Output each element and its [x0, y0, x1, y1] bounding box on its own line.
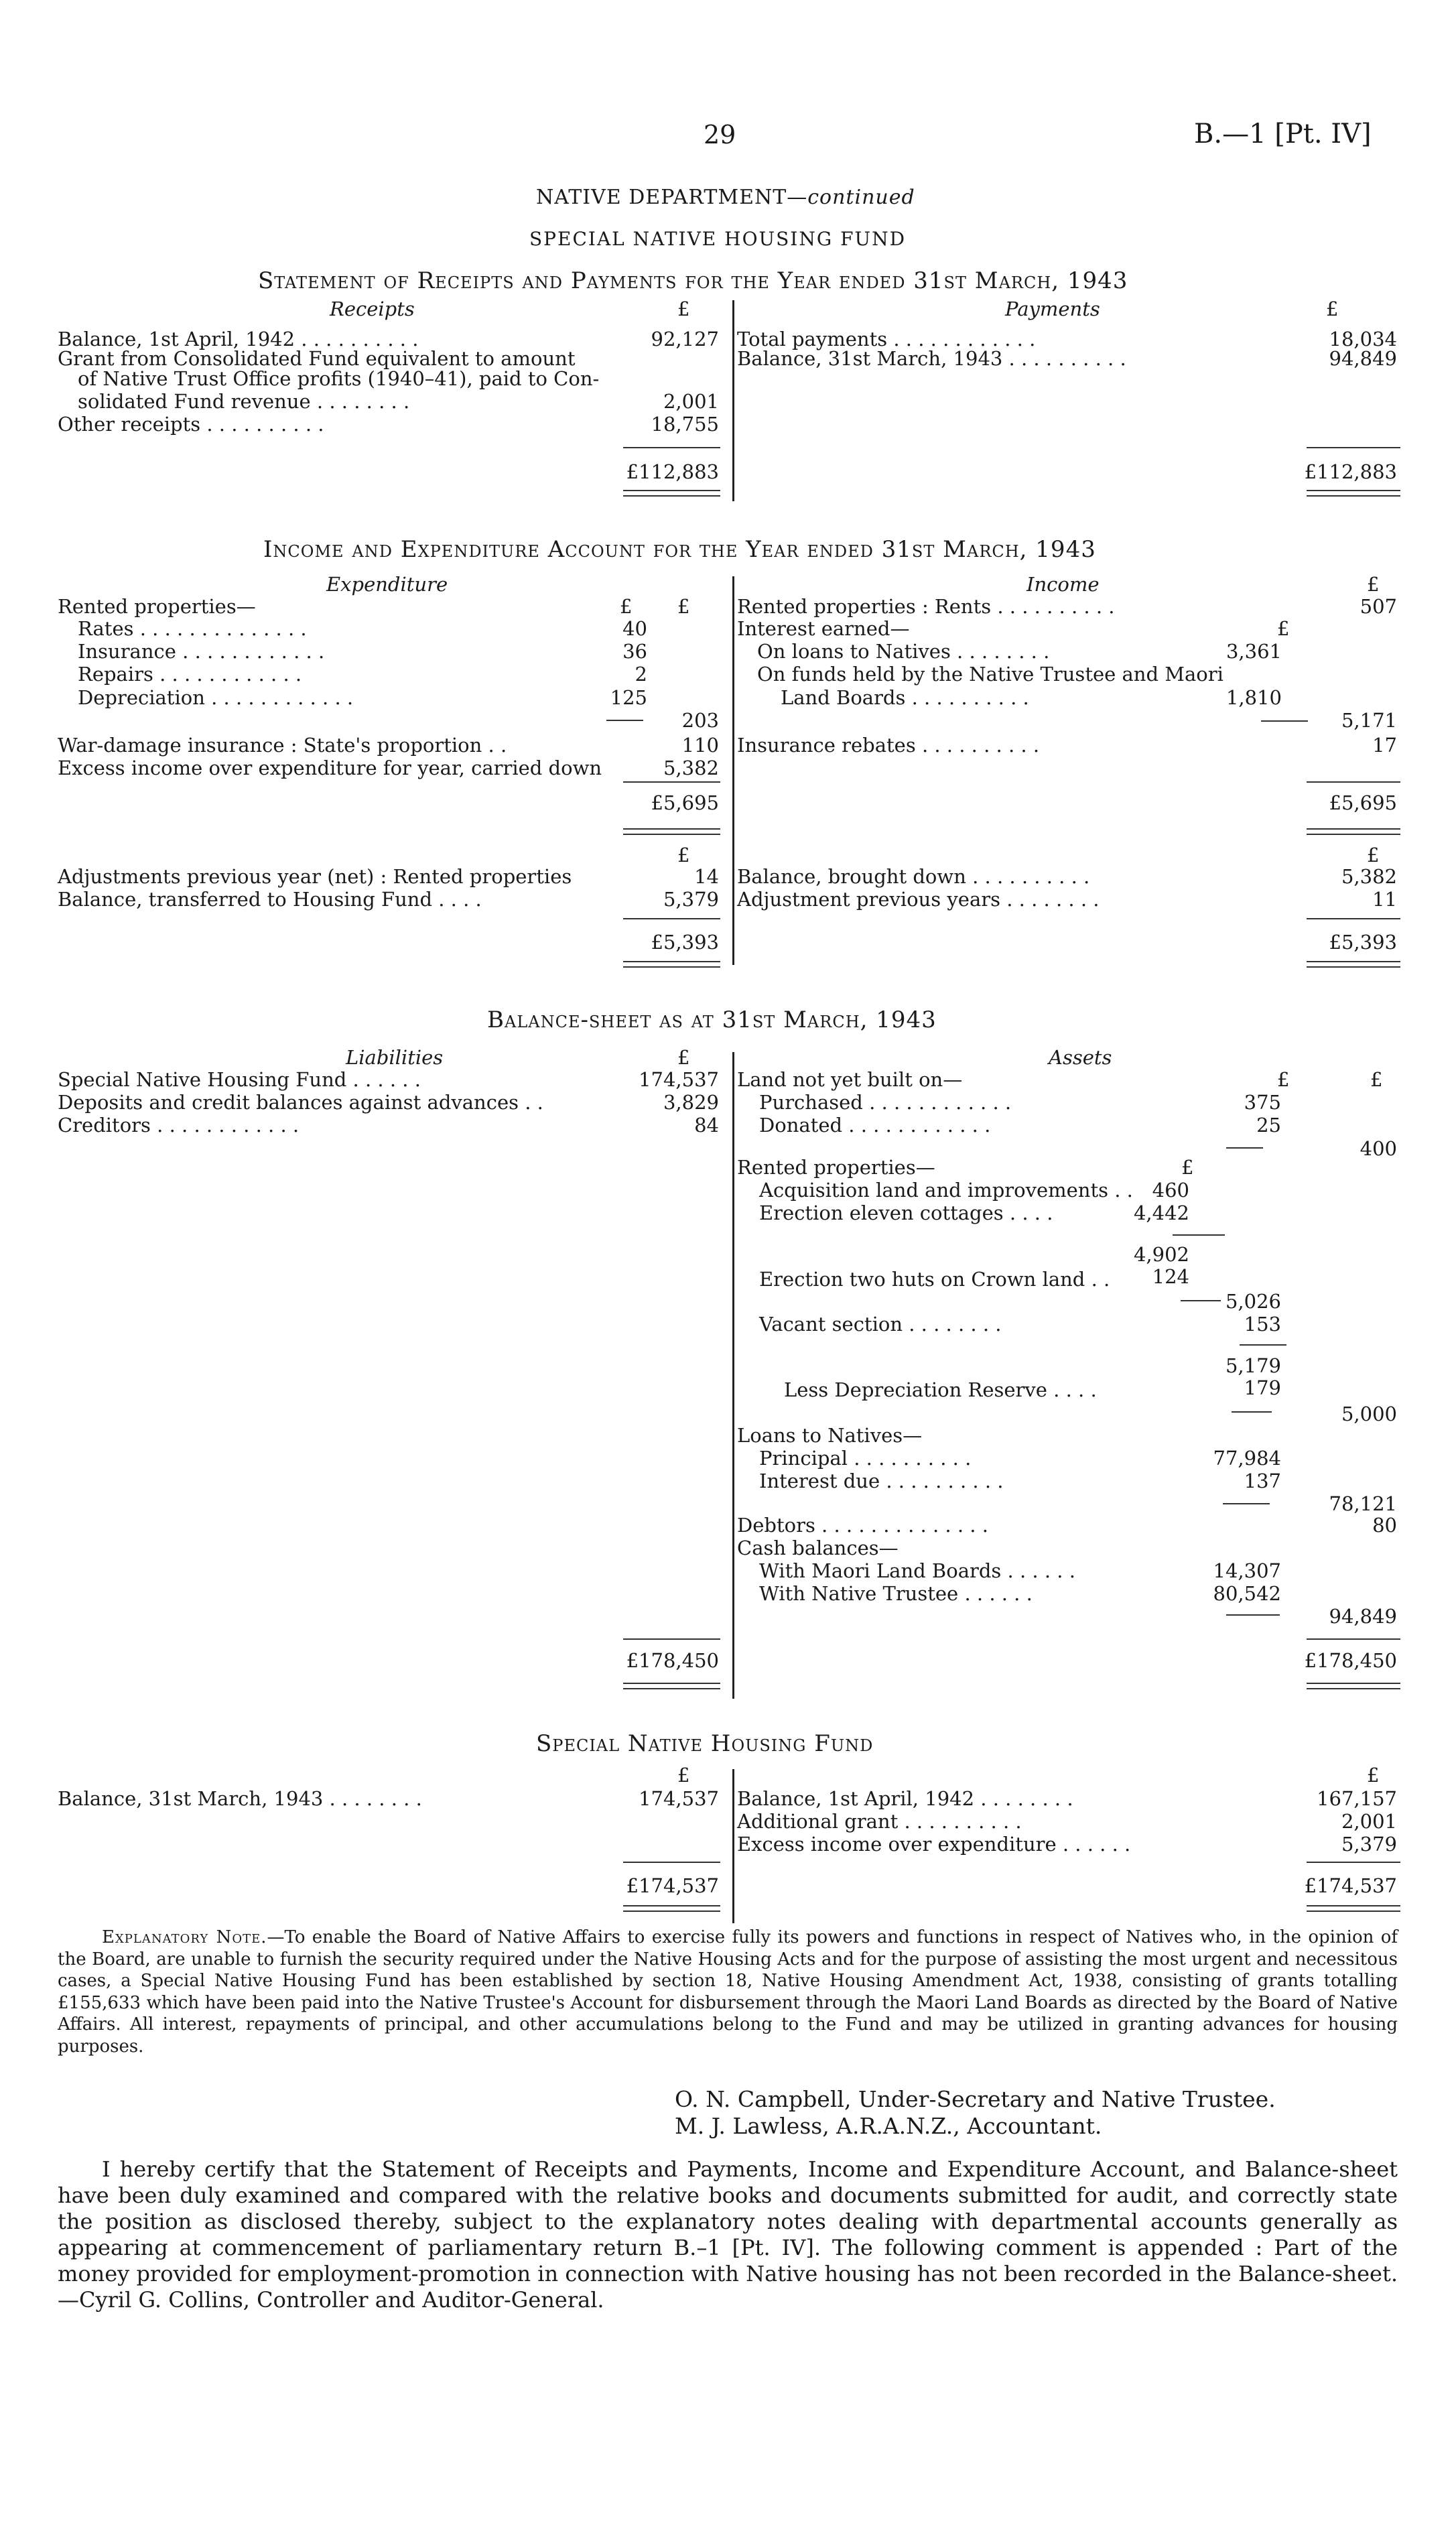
asset-amount: 375 — [1244, 1091, 1281, 1114]
receipts-payments-title: Statement of Receipts and Payments for the Year ended 31st March, 1943 — [258, 267, 1128, 294]
payment-row: Total payments . . . . . . . . . . . . — [737, 328, 1036, 350]
fund-left-amount: 174,537 — [639, 1787, 719, 1810]
asset-row: Vacant section . . . . . . . . — [759, 1313, 1002, 1336]
expense-row: Insurance . . . . . . . . . . . . — [78, 640, 325, 663]
rule — [1226, 1147, 1263, 1149]
excess-income-row: Excess income over expenditure for year, carried down — [58, 757, 602, 779]
department-cont: continued — [807, 186, 915, 209]
adjustment-amount: 5,379 — [663, 888, 719, 911]
fund-left-row: Balance, 31st March, 1943 . . . . . . . . — [58, 1787, 422, 1810]
receipt-row: of Native Trust Office profits (1940–41), paid to Con- — [78, 367, 600, 390]
asset-row: Interest due . . . . . . . . . . — [759, 1470, 1004, 1492]
double-rule — [623, 490, 720, 497]
income-pound: £ — [1367, 573, 1380, 596]
asset-row: Erection two huts on Crown land . . — [759, 1268, 1110, 1291]
land-total: 400 — [1360, 1137, 1397, 1160]
rule — [1173, 1234, 1225, 1236]
double-rule — [623, 828, 720, 835]
asset-subtotal: 5,179 — [1225, 1354, 1281, 1377]
income-amount: 17 — [1372, 734, 1397, 757]
receipt-row: Other receipts . . . . . . . . . . — [58, 413, 324, 436]
expense-row: Rates . . . . . . . . . . . . . . — [78, 617, 307, 640]
department-name: NATIVE DEPARTMENT— — [536, 186, 808, 209]
war-damage-amount: 110 — [681, 734, 719, 757]
audit-certificate: I hereby certify that the Statement of Receipts and Payments, Income and Expenditure Account, and Balance-sheet have been duly examined and compared with the relative books and documents submitted for audit, and correctly state the position as disclosed thereby, subject to the explanatory notes dealing with departmental accounts generally as appearing at commencement of parliamentary return B.–1 [Pt. IV]. The following comment is appended : Part of the money provided for employment-promotion in connection with Native housing has not been recorded in the Balance-sheet.—Cyril G. Collins, Controller and Auditor-General. — [58, 2156, 1398, 2313]
asset-row: With Maori Land Boards . . . . . . — [759, 1559, 1075, 1582]
liability-amount: 3,829 — [663, 1091, 719, 1114]
liability-amount: 84 — [694, 1114, 719, 1137]
asset-row: Erection eleven cottages . . . . — [759, 1202, 1053, 1224]
adjustment-amount: 14 — [694, 865, 719, 888]
income-row: Land Boards . . . . . . . . . . — [781, 686, 1029, 709]
double-rule — [623, 1683, 720, 1689]
adjustments-left-total: £5,393 — [651, 931, 719, 954]
receipts-total: £112,883 — [626, 460, 719, 483]
liabilities-heading: Liabilities — [346, 1046, 444, 1069]
double-rule — [1307, 961, 1400, 968]
rule — [1181, 1300, 1221, 1301]
asset-row: With Native Trustee . . . . . . — [759, 1582, 1033, 1605]
rule — [623, 781, 720, 783]
adjustment-row: Adjustment previous years . . . . . . . . — [737, 888, 1100, 911]
cash-total: 94,849 — [1329, 1605, 1397, 1628]
income-amount: 1,810 — [1226, 686, 1282, 709]
liabilities-total: £178,450 — [626, 1649, 719, 1672]
liability-row: Creditors . . . . . . . . . . . . — [58, 1114, 300, 1137]
expense-amount: 125 — [610, 686, 647, 709]
adjustment-amount: 11 — [1372, 888, 1397, 911]
fund-heading: SPECIAL NATIVE HOUSING FUND — [529, 228, 907, 250]
expenditure-total: £5,695 — [651, 791, 719, 814]
adj-pound: £ — [677, 844, 690, 866]
asset-amount: 153 — [1244, 1313, 1281, 1336]
payments-pound: £ — [1326, 298, 1339, 320]
receipts-payments-divider — [732, 300, 734, 501]
page-number: 29 — [704, 120, 736, 149]
payment-amount: 94,849 — [1329, 347, 1397, 370]
income-total: £5,695 — [1329, 791, 1397, 814]
income-pound: £ — [1277, 617, 1290, 640]
department-heading — [536, 188, 915, 208]
payments-heading: Payments — [1005, 298, 1100, 320]
rule — [1307, 918, 1400, 919]
fund-account-divider — [732, 1769, 734, 1923]
interest-total: 5,171 — [1341, 709, 1397, 732]
payment-amount: 18,034 — [1329, 328, 1397, 350]
fund-account-title: Special Native Housing Fund — [536, 1730, 874, 1757]
assets-total: £178,450 — [1304, 1649, 1397, 1672]
cash-label: Cash balances— — [737, 1537, 899, 1559]
rented-label: Rented properties— — [737, 1156, 935, 1179]
rule — [623, 918, 720, 919]
asset-subtotal: 4,902 — [1133, 1243, 1189, 1266]
rule — [1307, 781, 1400, 783]
asset-row: Less Depreciation Reserve . . . . — [784, 1378, 1097, 1401]
receipt-row: solidated Fund revenue . . . . . . . . — [78, 390, 410, 413]
fund-right-row: Balance, 1st April, 1942 . . . . . . . . — [737, 1787, 1073, 1810]
adjustment-amount: 5,382 — [1341, 865, 1397, 888]
income-row: On funds held by the Native Trustee and Maori — [757, 663, 1223, 686]
rule — [623, 1638, 720, 1640]
income-amount: 507 — [1360, 595, 1397, 618]
asset-amount: 77,984 — [1213, 1447, 1281, 1470]
exp-pound: £ — [677, 595, 690, 618]
expense-row: Depreciation . . . . . . . . . . . . — [78, 686, 354, 709]
receipt-amount: 2,001 — [663, 390, 719, 413]
receipt-amount: 18,755 — [651, 413, 719, 436]
double-rule — [1307, 828, 1400, 835]
land-label: Land not yet built on— — [737, 1068, 963, 1091]
rule — [1232, 1411, 1272, 1413]
receipts-heading: Receipts — [330, 298, 415, 320]
signature-line: O. N. Campbell, Under-Secretary and Native Trustee. — [675, 2086, 1276, 2112]
asset-row: Principal . . . . . . . . . . — [759, 1447, 972, 1470]
income-row: On loans to Natives . . . . . . . . — [757, 640, 1050, 663]
fund-pound: £ — [1367, 1764, 1380, 1787]
asset-amount: 124 — [1152, 1265, 1189, 1288]
asset-amount: 14,307 — [1213, 1559, 1281, 1582]
asset-amount: 137 — [1244, 1470, 1281, 1492]
asset-amount: 179 — [1244, 1376, 1281, 1399]
assets-pound: £ — [1370, 1068, 1383, 1091]
income-row: Insurance rebates . . . . . . . . . . — [737, 734, 1040, 757]
income-amount: 3,361 — [1226, 640, 1282, 663]
asset-row: Acquisition land and improvements . . — [759, 1179, 1133, 1202]
rule — [606, 720, 643, 721]
adjustments-right-total: £5,393 — [1329, 931, 1397, 954]
rule — [1307, 1862, 1400, 1863]
interest-earned-label: Interest earned— — [737, 617, 910, 640]
rule — [1240, 1344, 1286, 1346]
rule — [623, 447, 720, 448]
double-rule — [1307, 1905, 1400, 1912]
receipt-row: Balance, 1st April, 1942 . . . . . . . . . . — [58, 328, 419, 350]
rule — [1223, 1503, 1270, 1504]
rented-total: 5,000 — [1341, 1403, 1397, 1425]
income-expenditure-divider — [732, 576, 734, 965]
receipt-row: Grant from Consolidated Fund equivalent to amount — [58, 347, 576, 370]
payment-row: Balance, 31st March, 1943 . . . . . . . . . . — [737, 347, 1126, 370]
adj-pound: £ — [1367, 844, 1380, 866]
receipts-pound: £ — [677, 298, 690, 320]
doc-reference: B.—1 [Pt. IV] — [1194, 119, 1372, 149]
income-heading: Income — [1027, 573, 1100, 596]
assets-pound: £ — [1277, 1068, 1290, 1091]
assets-pound: £ — [1181, 1156, 1194, 1179]
assets-heading: Assets — [1049, 1046, 1112, 1069]
liability-row: Deposits and credit balances against advances . . — [58, 1091, 543, 1114]
fund-right-row: Excess income over expenditure . . . . . . — [737, 1833, 1131, 1856]
balance-sheet-title: Balance-sheet as at 31st March, 1943 — [487, 1007, 937, 1033]
liabilities-pound: £ — [677, 1046, 690, 1069]
asset-amount: 25 — [1256, 1114, 1281, 1137]
double-rule — [1307, 1683, 1400, 1689]
adjustment-row: Balance, brought down . . . . . . . . . . — [737, 865, 1090, 888]
fund-right-amount: 5,379 — [1341, 1833, 1397, 1856]
note-lead: Explanatory Note. — [102, 1927, 267, 1947]
note-text: —To enable the Board of Native Affairs to exercise fully its powers and functions in respect of Natives who, in the opinion of the Board, are unable to furnish the security required under the Native Housing Acts and for the purpose of assisting the most urgent and necessitous cases, a Special Native Housing Fund has been established by section 18, Native Housing Amendment Act, 1938, consisting of grants totalling £155,633 which have been paid into the Native Trustee's Account for disbursement through the Maori Land Boards as directed by the Board of Native Affairs. All interest, repayments of principal, and other accumulations belong to the Fund and may be utilized in granting advances for housing purposes. — [58, 1927, 1398, 2057]
signature-line: M. J. Lawless, A.R.A.N.Z., Accountant. — [675, 2113, 1102, 2139]
fund-left-total: £174,537 — [626, 1874, 719, 1897]
balance-sheet-divider — [732, 1052, 734, 1699]
asset-amount: 4,442 — [1133, 1202, 1189, 1224]
expenditure-heading: Expenditure — [326, 573, 448, 596]
rule — [1307, 1638, 1400, 1640]
excess-income-amount: 5,382 — [663, 757, 719, 779]
income-expenditure-title: Income and Expenditure Account for the Year ended 31st March, 1943 — [263, 536, 1096, 563]
fund-right-amount: 2,001 — [1341, 1810, 1397, 1833]
double-rule — [623, 1905, 720, 1912]
rented-total: 203 — [681, 709, 719, 732]
liability-row: Special Native Housing Fund . . . . . . — [58, 1068, 421, 1091]
rule — [1226, 1614, 1280, 1616]
loans-label: Loans to Natives— — [737, 1424, 923, 1447]
war-damage-row: War-damage insurance : State's proportion . . — [58, 734, 507, 757]
asset-amount: 80 — [1372, 1514, 1397, 1537]
double-rule — [1307, 490, 1400, 497]
asset-subtotal: 5,026 — [1225, 1290, 1281, 1313]
asset-amount: 460 — [1152, 1179, 1189, 1202]
double-rule — [623, 961, 720, 968]
fund-pound: £ — [677, 1764, 690, 1787]
loans-total: 78,121 — [1329, 1492, 1397, 1515]
expense-amount: 2 — [635, 663, 647, 686]
adjustment-row: Adjustments previous year (net) : Rented properties — [58, 865, 572, 888]
asset-amount: 80,542 — [1213, 1582, 1281, 1605]
fund-right-row: Additional grant . . . . . . . . . . — [737, 1810, 1022, 1833]
exp-pound: £ — [620, 595, 633, 618]
expense-amount: 36 — [622, 640, 647, 663]
expense-row: Repairs . . . . . . . . . . . . — [78, 663, 302, 686]
income-row: Rented properties : Rents . . . . . . . . . . — [737, 595, 1115, 618]
rule — [623, 1862, 720, 1863]
fund-right-amount: 167,157 — [1317, 1787, 1397, 1810]
liability-amount: 174,537 — [639, 1068, 719, 1091]
asset-row: Donated . . . . . . . . . . . . — [759, 1114, 991, 1137]
explanatory-note — [58, 1927, 1398, 2057]
payments-total: £112,883 — [1304, 460, 1397, 483]
receipt-amount: 92,127 — [651, 328, 719, 350]
rented-properties-label: Rented properties— — [58, 595, 256, 618]
expense-amount: 40 — [622, 617, 647, 640]
rule — [1261, 720, 1308, 722]
adjustment-row: Balance, transferred to Housing Fund . . . . — [58, 888, 482, 911]
rule — [1307, 447, 1400, 448]
asset-row: Debtors . . . . . . . . . . . . . . — [737, 1514, 988, 1537]
asset-row: Purchased . . . . . . . . . . . . — [759, 1091, 1012, 1114]
fund-right-total: £174,537 — [1304, 1874, 1397, 1897]
